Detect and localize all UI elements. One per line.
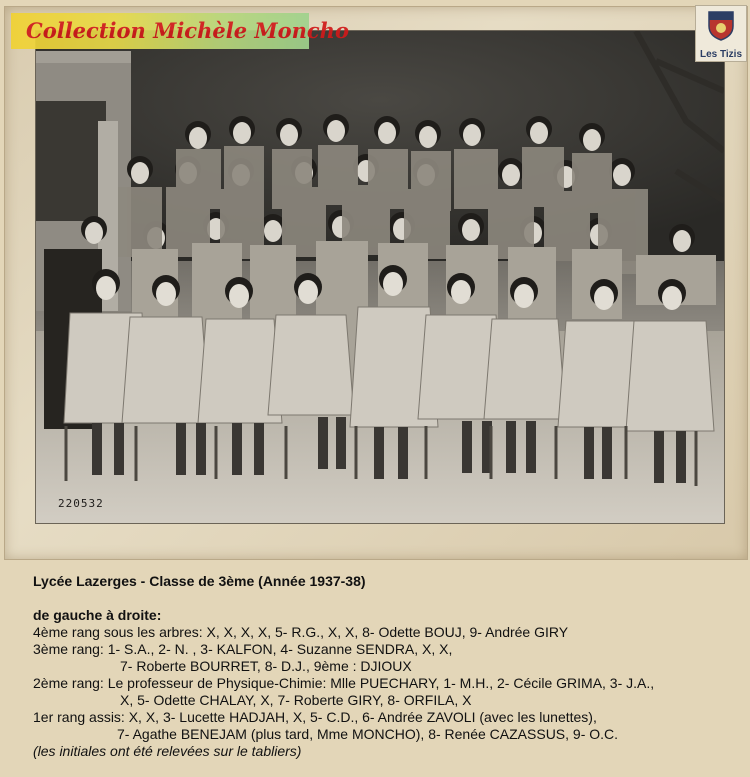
photo-stamp-number: 220532 — [58, 497, 104, 510]
watermark-text: Collection Michèle Moncho — [26, 18, 349, 43]
caption-row-2nd: 2ème rang: Le professeur de Physique-Chimie: Mlle PUECHARY, 1- M.H., 2- Cécile GRIMA, 3- J.A., — [33, 675, 655, 691]
caption-heading: de gauche à droite: — [33, 607, 162, 623]
caption-row-1st: 1er rang assis: X, X, 3- Lucette HADJAH, X, 5- C.D., 6- Andrée ZAVOLI (avec les lunettes), — [33, 709, 597, 725]
caption-row-4th: 4ème rang sous les arbres: X, X, X, X, 5- R.G., X, X, 8- Odette BOUJ, 9- Andrée GIRY — [33, 624, 569, 640]
photo-mount — [4, 6, 748, 560]
photo-scene — [36, 31, 724, 523]
logo-label: Les Tizis — [699, 49, 743, 60]
coat-of-arms-icon — [707, 10, 735, 42]
collection-watermark — [11, 13, 349, 49]
caption-row-1st-cont: 7- Agathe BENEJAM (plus tard, Mme MONCHO), 8- Renée CAZASSUS, 9- O.C. — [117, 726, 619, 742]
caption-title: Lycée Lazerges - Classe de 3ème (Année 1937-38) — [33, 573, 366, 589]
caption-row-3rd: 3ème rang: 1- S.A., 2- N. , 3- KALFON, 4- Suzanne SENDRA, X, X, — [33, 641, 453, 657]
class-photograph — [35, 30, 725, 524]
caption-row-2nd-cont: X, 5- Odette CHALAY, X, 7- Roberte GIRY, 8- ORFILA, X — [120, 692, 472, 708]
photo-caption — [33, 573, 745, 760]
caption-row-3rd-cont: 7- Roberte BOURRET, 8- D.J., 9ème : DJIOUX — [120, 658, 412, 674]
caption-note: (les initiales ont été relevées sur le tabliers) — [33, 743, 302, 759]
les-tizis-logo — [695, 5, 747, 62]
